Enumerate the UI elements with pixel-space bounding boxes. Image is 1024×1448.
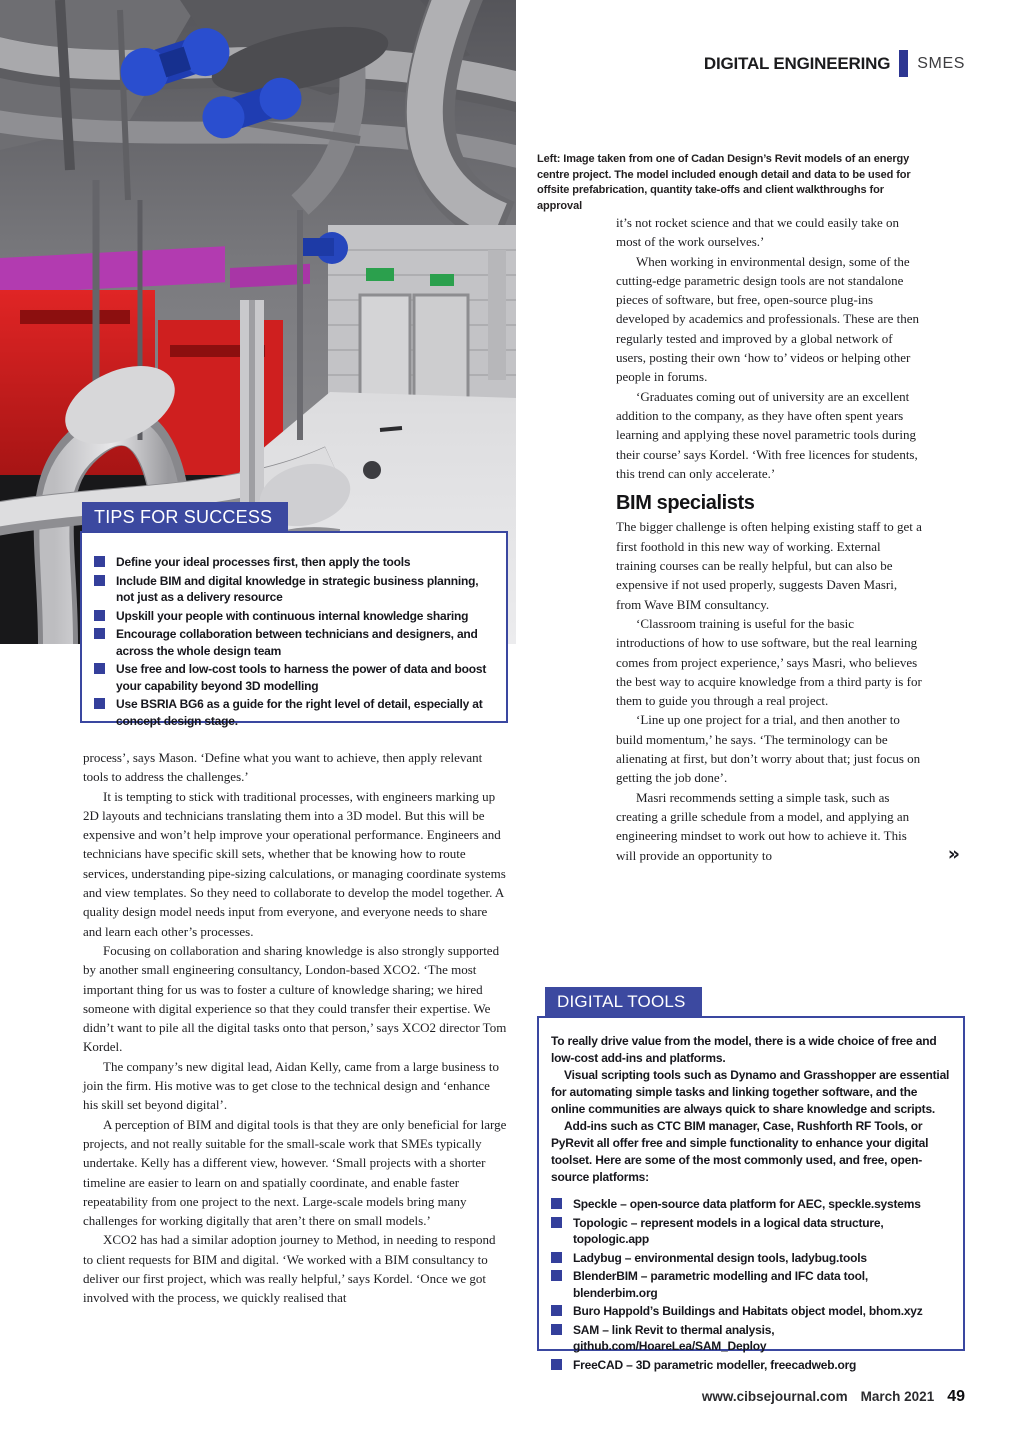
box-paragraph: To really drive value from the model, there is a wide choice of free and low-cost add-ins and platforms. — [551, 1034, 937, 1065]
tool-text: SAM – link Revit to thermal analysis, — [573, 1322, 775, 1337]
bullet-square-icon — [94, 628, 105, 639]
bullet-square-icon — [551, 1359, 562, 1370]
bullet-square-icon — [94, 556, 105, 567]
continued-arrow-icon: » — [947, 842, 960, 865]
tip-text: Upskill your people with continuous internal knowledge sharing — [116, 608, 469, 623]
body-paragraph: ‘Graduates coming out of university are an excellent addition to the company, as they have often spent years learning and applying these novel parametric tools during their course’ says Kordel. ‘With free licences for students, this trend can only accelerate.’ — [616, 388, 918, 481]
tool-url: topologic.app — [573, 1232, 650, 1246]
right-column — [616, 213, 960, 865]
list-item — [94, 626, 494, 659]
list-item — [94, 573, 494, 606]
tip-text: Define your ideal processes first, then apply the tools — [116, 555, 411, 569]
tool-text: Buro Happold’s Buildings and Habitats object model, — [573, 1304, 869, 1318]
footer-website: www.cibsejournal.com — [701, 1389, 848, 1404]
tip-text: Use BSRIA BG6 as a guide for the right level of detail, especially at concept design stage. — [116, 697, 483, 728]
body-paragraph: Focusing on collaboration and sharing knowledge is also strongly supported by another small engineering consultancy, London-based XCO2. ‘The most important thing for us was to foster a culture of knowledge sharing; we hired someone with digital experience so that they could transfer their expertise. We didn’t want to pile all the digital tasks onto that person,’ says XCO2 director Tom Kordel. — [83, 942, 507, 1055]
page-footer — [702, 1388, 965, 1406]
list-item — [551, 1215, 951, 1248]
bullet-square-icon — [551, 1270, 562, 1281]
paragraph-text: Masri recommends setting a simple task, such as creating a grille schedule from a model, and applying an engineering mindset to work out how to achieve it. This will provide an opportunity to — [616, 789, 910, 863]
bullet-square-icon — [94, 663, 105, 674]
bullet-square-icon — [551, 1305, 562, 1316]
body-paragraph: it’s not rocket science and that we could easily take on most of the work ourselves.’ — [616, 215, 900, 250]
tool-url: freecadweb.org — [770, 1357, 857, 1372]
bullet-square-icon — [551, 1324, 562, 1335]
tips-box-title: TIPS FOR SUCCESS — [82, 502, 288, 532]
page-header — [704, 50, 965, 77]
list-item — [551, 1250, 951, 1267]
box-paragraph: Visual scripting tools such as Dynamo and Grasshopper are essential for automating simple tasks and linking together software, and the online communities are always quick to share knowledge and scripts. — [551, 1068, 950, 1116]
tool-text: BlenderBIM – parametric modelling and IFC data tool, — [573, 1269, 868, 1283]
tip-text: Encourage collaboration between technicians and designers, and across the whole design team — [116, 627, 478, 658]
section-heading: BIM specialists — [616, 492, 755, 515]
bullet-square-icon — [94, 610, 105, 621]
box-paragraph: Add-ins such as CTC BIM manager, Case, Rushforth RF Tools, or PyRevit all offer free and simple functionality to enhance your digital toolset. Here are some of the most commonly used, and free, open-source platforms: — [551, 1119, 929, 1184]
header-divider-bar — [899, 50, 908, 77]
tool-text: Ladybug – environmental design tools, — [573, 1250, 792, 1265]
body-paragraph: XCO2 has had a similar adoption journey to Method, in needing to respond to client requests for BIM and digital. ‘We worked with a BIM consultancy to deliver our first project, which was really helpful,’ says Kordel. ‘Once we got involved with the process, we quickly realised that — [83, 1232, 496, 1306]
list-item — [94, 608, 494, 625]
tools-box-title: DIGITAL TOOLS — [545, 987, 702, 1016]
section-title: DIGITAL ENGINEERING — [703, 53, 891, 73]
list-item — [551, 1196, 951, 1213]
tool-text: Speckle – open-source data platform for AEC, — [573, 1197, 829, 1211]
body-paragraph: The company’s new digital lead, Aidan Kelly, came from a large business to join the firm. His motive was to get close to the technical design and ‘enhance his skill set beyond digital’. — [83, 1058, 500, 1113]
tool-url: github.com/HoareLea/SAM_Deploy — [573, 1339, 767, 1353]
bullet-square-icon — [551, 1198, 562, 1209]
exit-sign — [430, 274, 454, 286]
tool-url: speckle.systems — [828, 1197, 921, 1211]
tools-box — [537, 1016, 965, 1372]
body-paragraph: It is tempting to stick with traditional processes, with engineers marking up 2D layouts and technicians translating them into a 3D model. But this will be expensive and won’t help improve your operational performance. Engineers and technicians have specific skill sets, whether that be knowing how to route services, understanding pipe-sizing calculations, or managing coordinate systems and view templates. So they need to collaborate to develop the model together. A quality design model needs input from everyone, and everyone needs to share and learn each other’s processes. — [83, 788, 506, 939]
body-paragraph: ‘Classroom training is useful for the basic introductions of how to use software, but the real learning comes from project experience,’ says Masri, who believes the best way to acquire knowledge from a third party is for them to guide you through a real project. — [616, 615, 922, 709]
footer-issue: March 2021 — [860, 1389, 935, 1404]
tool-url: blenderbim.org — [573, 1285, 658, 1300]
tool-text: FreeCAD – 3D parametric modeller, — [573, 1357, 771, 1372]
list-item — [551, 1322, 951, 1355]
list-item — [94, 554, 494, 571]
tool-url: ladybug.tools — [791, 1250, 867, 1265]
bullet-square-icon — [94, 698, 105, 709]
body-paragraph: process’, says Mason. ‘Define what you want to achieve, then apply relevant tools to address the challenges.’ — [83, 750, 483, 785]
bullet-square-icon — [551, 1217, 562, 1228]
list-item — [94, 696, 494, 729]
list-item — [94, 661, 494, 694]
bullet-square-icon — [94, 575, 105, 586]
tools-list — [551, 1196, 951, 1373]
tips-list — [94, 554, 494, 729]
topic-label: SMES — [917, 54, 965, 72]
tool-url: bhom.xyz — [868, 1304, 923, 1318]
body-paragraph: When working in environmental design, some of the cutting-edge parametric design tools are not standalone pieces of software, but free, open-source plug-ins developed by academics and professionals. These are then regularly tested and improved by a global network of users, posting their own ‘how to’ videos or helping other people in forums. — [616, 253, 919, 385]
exit-sign — [366, 268, 394, 281]
photo-caption: Left: Image taken from one of Cadan Design’s Revit models of an energy centre project. The model included enough detail and data to be used for offsite prefabrication, quantity take-offs and client walkthroughs for approval — [537, 153, 911, 212]
tips-box — [80, 531, 508, 728]
body-paragraph: The bigger challenge is often helping existing staff to get a first foothold in this new way of working. External training courses can be really helpful, but can also be expensive if not used properly, suggests Daven Masri, from Wave BIM consultancy. — [616, 519, 922, 612]
list-item — [551, 1303, 951, 1320]
page-number: 49 — [947, 1388, 965, 1405]
body-paragraph: ‘Line up one project for a trial, and then another to build momentum,’ he says. ‘The terminology can be alienating at first, but don’t worry about that; just focus on getting the job done’. — [616, 712, 921, 786]
bullet-square-icon — [551, 1252, 562, 1263]
left-column — [83, 748, 507, 1308]
tool-text: Topologic – represent models in a logical data structure, — [573, 1215, 884, 1230]
body-paragraph — [616, 788, 960, 865]
tip-text: Include BIM and digital knowledge in strategic business planning, not just as a delivery resource — [116, 573, 479, 604]
list-item — [551, 1268, 951, 1301]
body-paragraph: A perception of BIM and digital tools is that they are only beneficial for large projects, and not really suitable for the small-scale work that SMEs typically undertake. Kelly has a different view, however. ‘Small projects with a shorter timeline are easier to learn on and spatially coordinate, and enable faster repeatability from one project to the next. Large-scale models bring many challenges for working digitally that aren’t there on small models.’ — [83, 1116, 507, 1229]
list-item — [551, 1357, 951, 1374]
tip-text: Use free and low-cost tools to harness the power of data and boost your capability beyond 3D modelling — [116, 662, 487, 693]
